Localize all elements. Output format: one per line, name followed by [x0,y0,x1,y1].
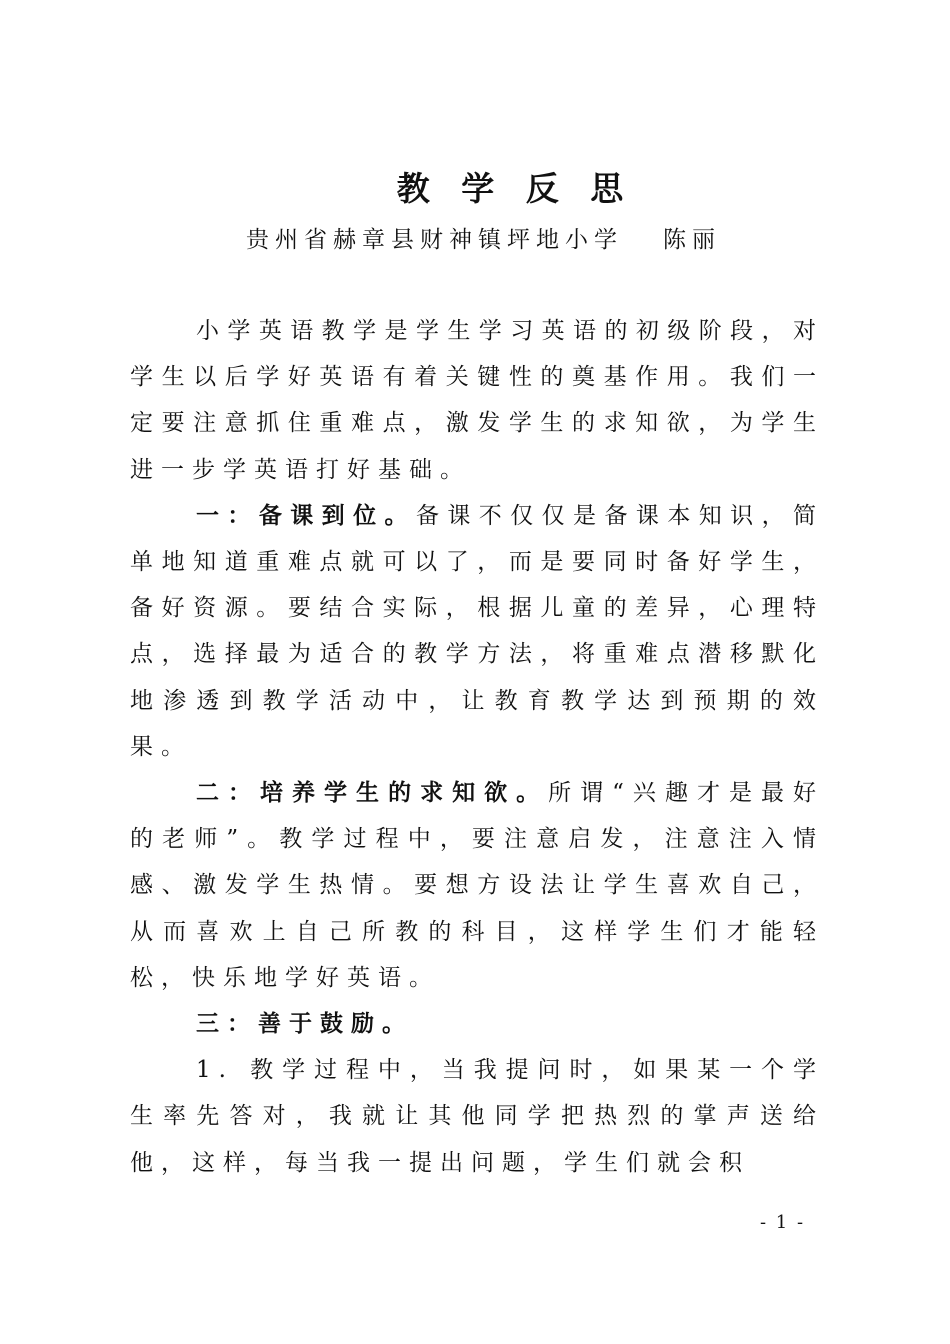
school-name: 贵州省赫章县财神镇坪地小学 [246,227,623,253]
paragraph-intro [130,308,824,493]
paragraph-text: 备课不仅仅是备课本知识，简单地知道重难点就可以了，而是要同时备好学生，备好资源。要结合实际，根据儿童的差异，心理特点，选择最为适合的教学方法，将重难点潜移默化地渗透到教学活动中，让教育教学达到预期的效果。 [130,502,825,760]
section-heading-2: 二：培养学生的求知欲。 [196,780,549,807]
document-title: 教 学 反 思 [396,169,634,208]
paragraph-text: 小学英语教学是学生学习英语的初级阶段，对学生以后学好英语有着关键性的奠基作用。我们一定要注意抓住重难点，激发学生的求知欲，为学生进一步学英语打好基础。 [130,318,824,483]
paragraph-text: 所谓“兴趣才是最好的老师”。教学过程中，要注意启发，注意注入情感、激发学生热情。要想方设法让学生喜欢自己，从而喜欢上自己所教的科目，这样学生们才能轻松，快乐地学好英语。 [130,780,824,991]
paragraph-encourage [130,1001,824,1047]
paragraph-lesson-prep [130,493,824,770]
document-subtitle [246,220,721,260]
paragraph-point-1 [130,1047,824,1186]
document-body [130,308,824,1186]
paragraph-text: 1. 教学过程中，当我提问时，如果某一个学生率先答对，我就让其他同学把热烈的掌声送给他，这样，每当我一提出问题，学生们就会积 [130,1057,824,1176]
page-number: - 1 - [760,1212,806,1233]
section-heading-3: 三：善于鼓励。 [196,1011,413,1038]
author-name: 陈丽 [663,227,721,253]
section-heading-1: 一：备课到位。 [196,502,416,529]
paragraph-curiosity [130,770,824,1001]
